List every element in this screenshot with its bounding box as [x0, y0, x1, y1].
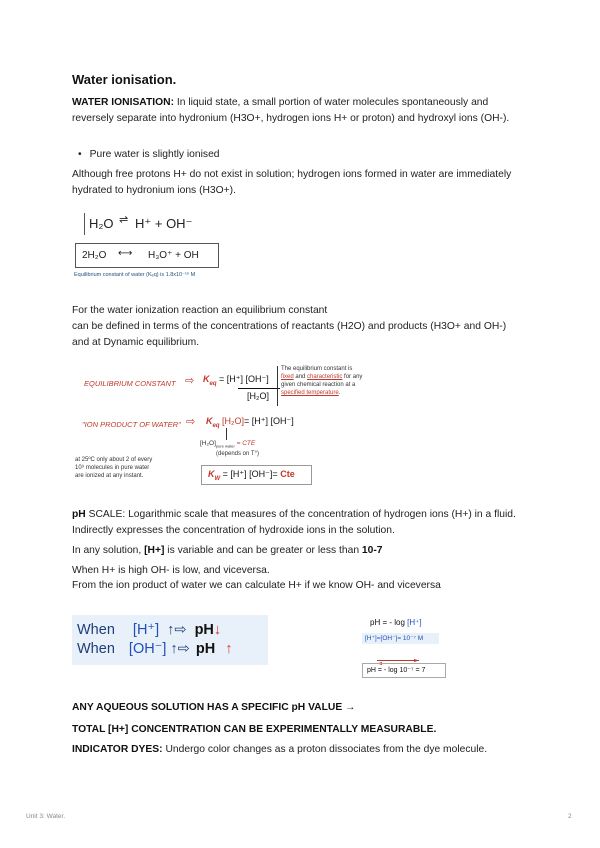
when-line-1: When H+ is high OH- is low, and viceversa. — [72, 565, 270, 576]
keq-formula: $K_{eq} = [H^+]$ [OH⁻] — [203, 374, 269, 387]
right-arrow-icon: ⇨ — [185, 375, 195, 387]
equilibrium-caption: Equilibrium constant of water (Kₑq) is 1.8x10⁻¹⁶ M — [74, 272, 196, 278]
pure-water-cte: $[H_2O]_{pure water}$ = CTE — [200, 440, 256, 449]
ph-neutral-result: pH = - log 10⁻⁷ = 7 — [362, 663, 446, 678]
relation-row-oh: When [OH⁻] ↑⇨ pH ↑ — [77, 641, 233, 657]
equilibrium-arrow-icon: ⟷ — [118, 248, 133, 259]
keq-denominator: [H₂O] — [247, 391, 269, 401]
divider — [277, 366, 278, 406]
caps-line-1: ANY AQUEOUS SOLUTION HAS A SPECIFIC pH VALUE → — [72, 702, 356, 713]
paragraph-protons: Although free protons H+ do not exist in solution; hydrogen ions formed in water are immediately hydrated to hydronium ions (H3O+). — [72, 169, 512, 196]
ionized-note: at 25ºC only about 2 of every 10⁹ molecules in pure water are ionized at any instant. — [75, 457, 153, 479]
eq2-right: H₃O⁺ + OH — [148, 250, 199, 261]
equilibrium-arrows-icon — [375, 652, 421, 657]
ph-formula: pH = - log [H⁺] — [370, 618, 422, 627]
water-equation-1 — [84, 213, 205, 235]
increase-arrow-icon: ↑⇨ — [167, 622, 187, 638]
kw-box: $K_W = [H^+]$ [OH⁻]= Cte — [201, 465, 312, 485]
ph-relation-box — [72, 615, 268, 665]
intro-label: WATER IONISATION: — [72, 97, 175, 108]
connector-line — [226, 428, 227, 440]
indicator-dyes-line: INDICATOR DYES: Undergo color changes as a proton dissociates from the dye molecule. — [72, 744, 488, 755]
paragraph-equilibrium-a: For the water ionization reaction an equilibrium constant — [72, 305, 328, 316]
paragraph-equilibrium-b: can be defined in terms of the concentrations of reactants (H2O) and products (H3O+ and OH-) and at Dynamic equilibrium. — [72, 321, 507, 348]
eq1-left: H₂O — [89, 216, 114, 231]
water-equation-2 — [75, 243, 219, 268]
ion-product-label: "ION PRODUCT OF WATER" — [82, 420, 181, 429]
when-line-2: From the ion product of water we can calculate H+ if we know OH- and viceversa — [72, 580, 441, 591]
down-arrow-icon: ↓ — [213, 622, 222, 638]
footer-unit: Unit 3: Water. — [26, 813, 66, 820]
caps-line-2: TOTAL [H+] CONCENTRATION CAN BE EXPERIMENTALLY MEASURABLE. — [72, 724, 437, 735]
equilibrium-note: The equilibrium constant is fixed and characteristic for any given chemical reaction at a specified temperature. — [281, 366, 363, 396]
keq-ion-formula: $K_{eq}$ [H₂O]= [H⁺] [OH⁻] — [206, 416, 294, 429]
fraction-line — [238, 388, 280, 389]
equilibrium-arrow-icon: ⇌ — [119, 214, 129, 226]
increase-arrow-icon: ↑⇨ — [170, 641, 190, 657]
intro-text: In liquid state, a small portion of water molecules spontaneously and reversely separate into hydronium (H3O+, hydrogen ions H+ or proton) and hydroxyl ions (OH-). — [72, 97, 510, 124]
relation-row-h: When [H⁺] ↑⇨ pH↓ — [77, 622, 222, 638]
neutral-concentration: [H⁺]=[OH⁻]= 10⁻⁷ M — [362, 633, 439, 644]
intro-paragraph — [72, 95, 522, 126]
up-arrow-icon: ↑ — [225, 641, 233, 657]
ph-scale-paragraph: pH SCALE: Logarithmic scale that measures of the concentration of hydrogen ions (H+) in a fluid. Indirectly expresses the concentration of hydroxide ions in the solution. — [72, 509, 516, 536]
footer-page-number: 2 — [568, 813, 572, 820]
bullet-item: • Pure water is slightly ionised — [78, 147, 528, 163]
eq1-right: H⁺ + OH⁻ — [135, 216, 193, 231]
depends-note: (depends on T°) — [216, 451, 259, 457]
page-title: Water ionisation. — [72, 72, 177, 87]
equilibrium-constant-label: EQUILIBRIUM CONSTANT — [84, 379, 176, 388]
eq2-left: 2H₂O — [82, 250, 107, 261]
any-solution-line: In any solution, [H+] is variable and can be greater or less than 10-7 — [72, 545, 383, 556]
right-arrow-icon: ⇨ — [186, 416, 196, 428]
